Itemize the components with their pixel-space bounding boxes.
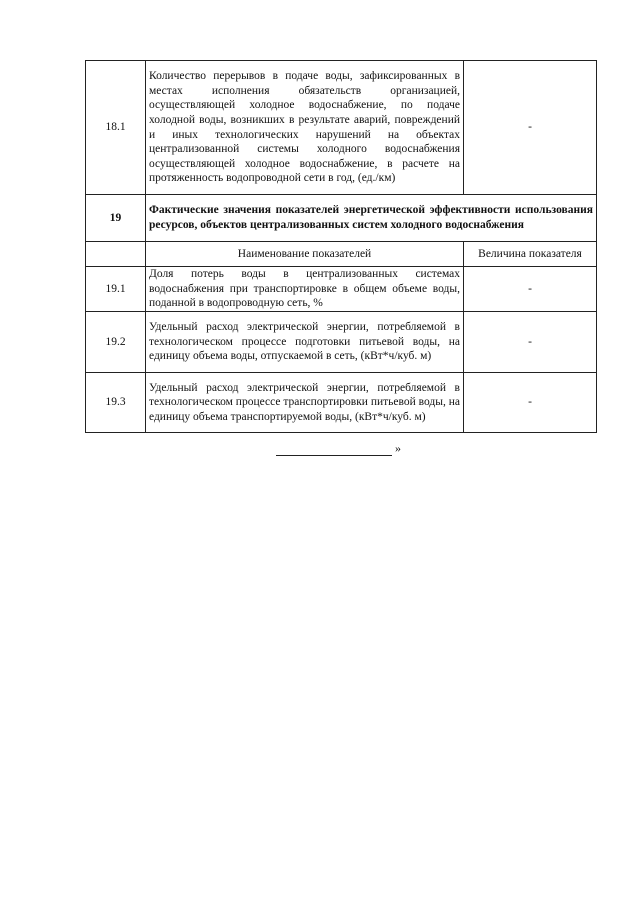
table-row <box>86 61 597 195</box>
row-value: - <box>464 373 597 433</box>
row-value: - <box>464 61 597 195</box>
row-number: 19.1 <box>86 267 146 312</box>
header-empty-cell <box>86 242 146 267</box>
underline-divider <box>276 445 392 456</box>
table-row <box>86 267 597 312</box>
indicators-table <box>85 60 597 433</box>
section-row <box>86 195 597 242</box>
row-value: - <box>464 312 597 373</box>
section-number: 19 <box>86 195 146 242</box>
row-value: - <box>464 267 597 312</box>
row-number: 19.3 <box>86 373 146 433</box>
row-description: Количество перерывов в подаче воды, зафиксированных в местах исполнения обязательств организацией, осуществляющей холодное водоснабжение, по подаче холодной воды, возникших в результате аварий, повреждений и иных технологических нарушений на объектах централизованной системы холодного водоснабжения осуществляющей холодное водоснабжение, в расчете на протяженность водопроводной сети в год, (ед./км) <box>146 61 464 195</box>
table-row <box>86 373 597 433</box>
row-description: Доля потерь воды в централизованных системах водоснабжения при транспортировке в общем объеме воды, поданной в водопроводную сеть, % <box>146 267 464 312</box>
header-row <box>86 242 597 267</box>
table-row <box>86 312 597 373</box>
header-value: Величина показателя <box>464 242 597 267</box>
closing-quote: » <box>395 441 401 455</box>
row-description: Удельный расход электрической энергии, потребляемой в технологическом процессе подготовки питьевой воды, на единицу объема воды, отпускаемой в сеть, (кВт*ч/куб. м) <box>146 312 464 373</box>
section-title: Фактические значения показателей энергетической эффективности использования ресурсов, объектов централизованных систем холодного водоснабжения <box>146 195 597 242</box>
header-name: Наименование показателей <box>146 242 464 267</box>
closing-mark <box>276 441 401 456</box>
row-number: 18.1 <box>86 61 146 195</box>
row-number: 19.2 <box>86 312 146 373</box>
row-description: Удельный расход электрической энергии, потребляемой в технологическом процессе транспортировки питьевой воды, на единицу объема транспортируемой воды, (кВт*ч/куб. м) <box>146 373 464 433</box>
